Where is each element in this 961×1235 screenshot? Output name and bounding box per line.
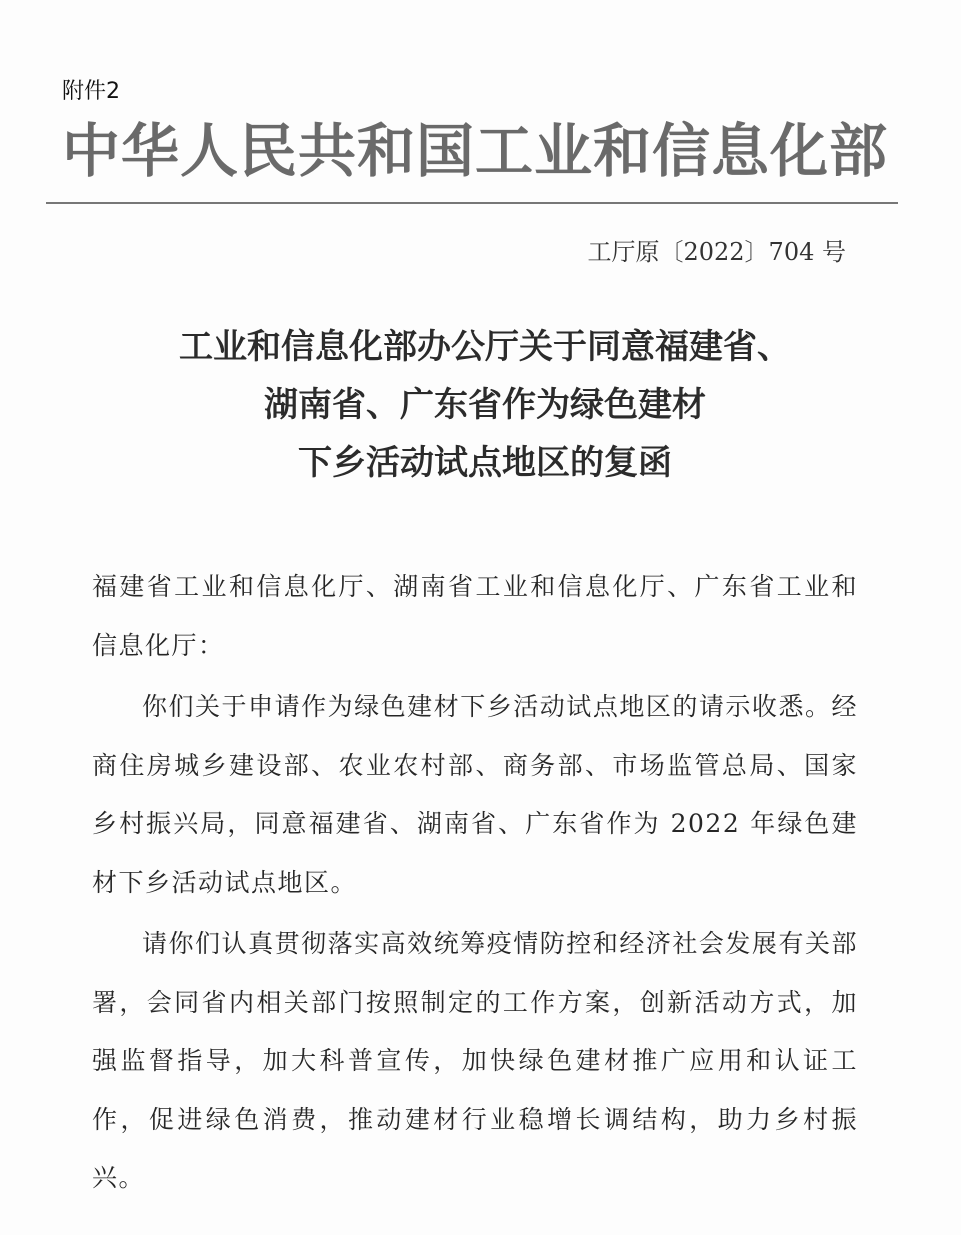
salutation: 福建省工业和信息化厅、湖南省工业和信息化厅、广东省工业和信息化厅：: [92, 572, 858, 660]
masthead-divider: [46, 202, 898, 204]
title-line: 湖南省、广东省作为绿色建材: [264, 385, 706, 425]
title-line: 工业和信息化部办公厅关于同意福建省、: [179, 327, 791, 367]
body-paragraph: 请你们认真贯彻落实高效统筹疫情防控和经济社会发展有关部署，会同省内相关部门按照制定的工作方案，创新活动方式，加强监督指导，加大科普宣传，加快绿色建材推广应用和认证工作，促进绿色消费，推动建材行业稳增长调结构，助力乡村振兴。: [92, 929, 858, 1192]
attachment-label: 附件2: [62, 79, 120, 104]
title-line: 下乡活动试点地区的复函: [298, 443, 672, 483]
document-title: [60, 318, 910, 492]
document-body: [92, 558, 858, 1208]
document-number: 工厅原〔2022〕704 号: [587, 238, 846, 266]
body-paragraph: 你们关于申请作为绿色建材下乡活动试点地区的请示收悉。经商住房城乡建设部、农业农村部、商务部、市场监管总局、国家乡村振兴局，同意福建省、湖南省、广东省作为 2022 年绿色建材下乡活动试点地区。: [92, 692, 858, 897]
issuer-masthead: 中华人民共和国工业和信息化部: [62, 117, 889, 185]
